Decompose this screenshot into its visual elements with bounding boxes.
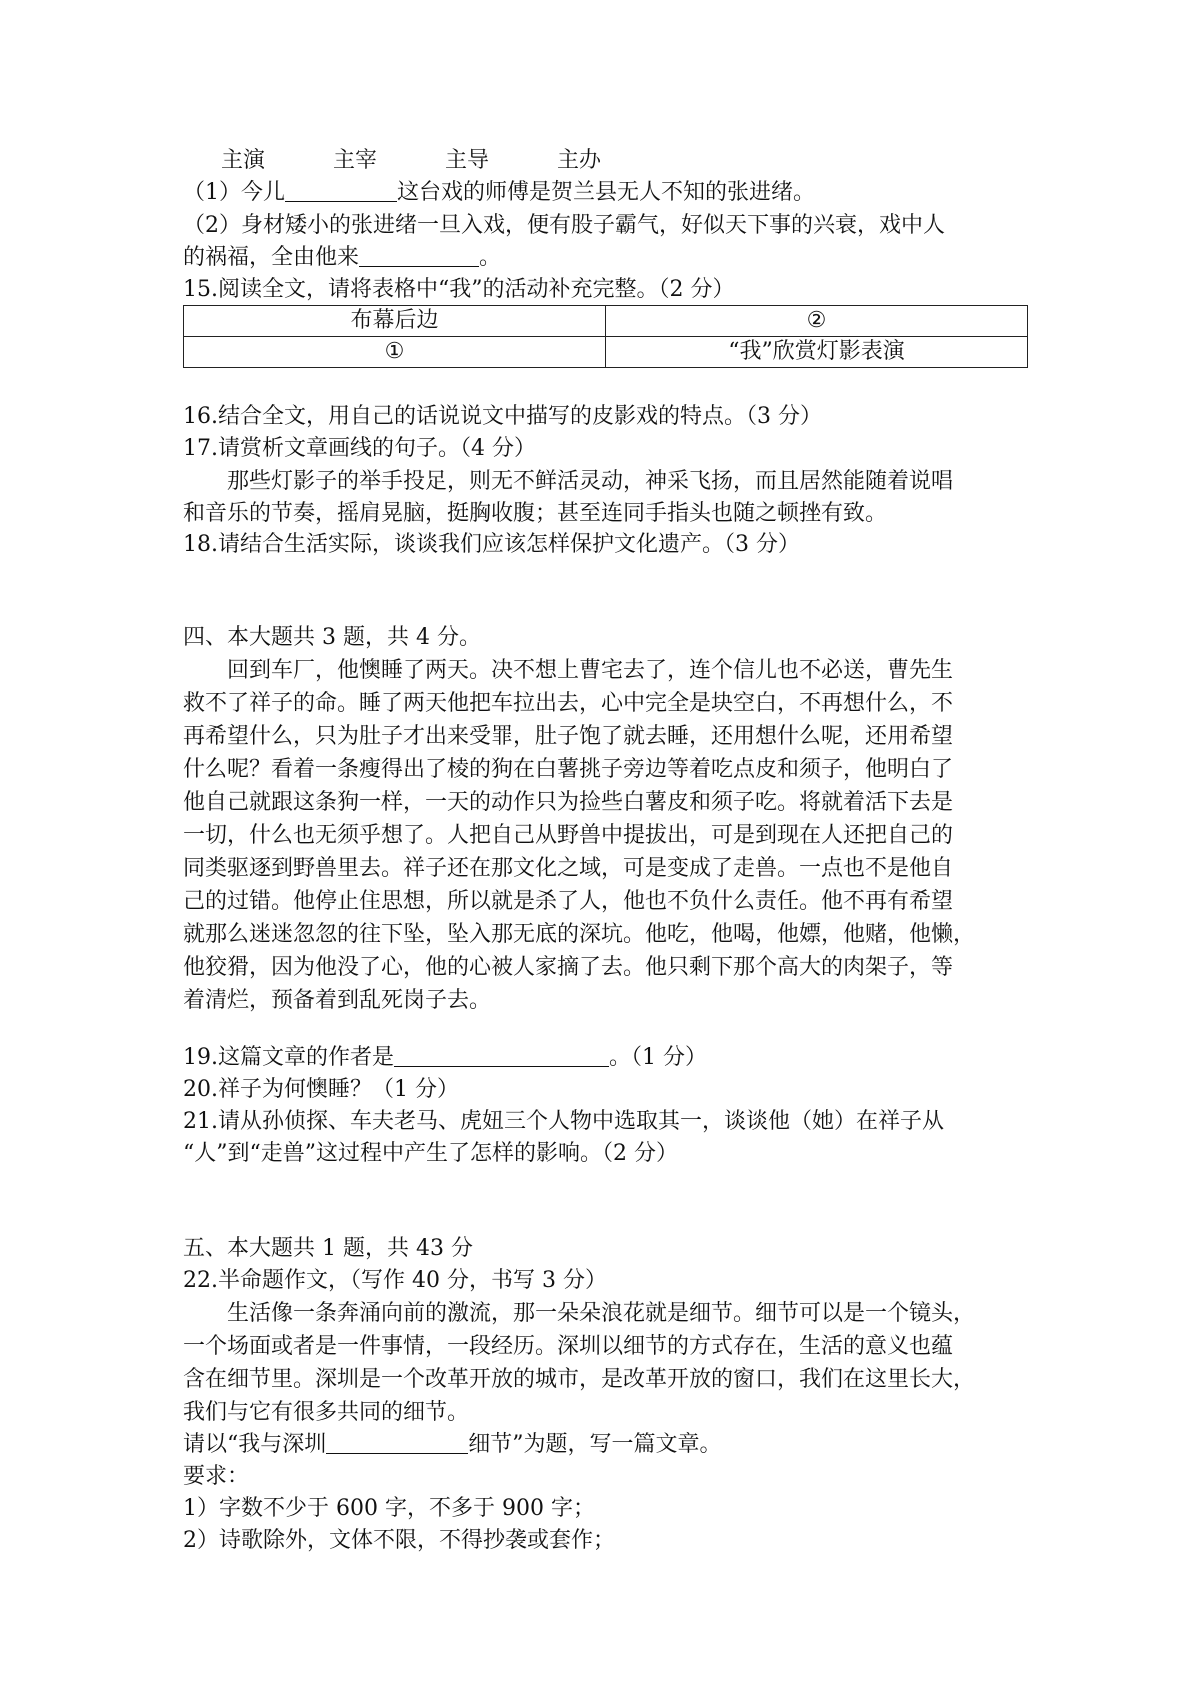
passage-line: 己的过错。他停止住思想，所以就是杀了人，他也不负什么责任。他不再有希望 xyxy=(183,889,954,914)
q16-prompt: 16.结合全文，用自己的话说说文中描写的皮影戏的特点。（3 分） xyxy=(183,404,822,429)
q17-prompt: 17.请赏析文章画线的句子。（4 分） xyxy=(183,436,536,461)
table-cell[interactable]: ① xyxy=(184,337,606,368)
section4-heading: 四、本大题共 3 题，共 4 分。 xyxy=(183,625,481,650)
q19-prompt: 19.这篇文章的作者是 。（1 分） xyxy=(183,1045,707,1070)
choice-word: 主办 xyxy=(557,148,602,173)
table-row xyxy=(184,306,1028,337)
q17-quote-line: 和音乐的节奏，摇肩晃脑，挺胸收腹；甚至连同手指头也随之顿挫有致。 xyxy=(183,501,888,526)
passage-line: 就那么迷迷忽忽的往下坠，坠入那无底的深坑。他吃，他喝，他嫖，他赌，他懒， xyxy=(183,922,976,947)
table-cell: “我”欣赏灯影表演 xyxy=(606,337,1028,368)
passage-line: 着清烂，预备着到乱死岗子去。 xyxy=(183,988,492,1013)
choice-word: 主演 xyxy=(221,148,266,173)
q14-item1: （1）今儿 这台戏的师傅是贺兰县无人不知的张进绪。 xyxy=(183,180,816,205)
answer-blank[interactable] xyxy=(285,181,397,202)
q14-item2-line2: 的祸福，全由他来 。 xyxy=(183,245,502,270)
passage-line: 什么呢？看着一条瘦得出了棱的狗在白薯挑子旁边等着吃点皮和须子，他明白了 xyxy=(183,757,954,782)
title-prompt: 请以“我与深圳 细节”为题，写一篇文章。 xyxy=(183,1432,722,1457)
passage-line: 再希望什么，只为肚子才出来受罪，肚子饱了就去睡，还用想什么呢，还用希望 xyxy=(183,724,954,749)
requirements-heading: 要求： xyxy=(183,1464,250,1489)
passage-line: 救不了祥子的命。睡了两天他把车拉出去，心中完全是块空白，不再想什么，不 xyxy=(183,691,954,716)
essay-line: 我们与它有很多共同的细节。 xyxy=(183,1400,470,1425)
table-row xyxy=(184,337,1028,368)
section5-heading: 五、本大题共 1 题，共 43 分 xyxy=(183,1236,473,1261)
passage-line: 他自己就跟这条狗一样，一天的动作只为捡些白薯皮和须子吃。将就着活下去是 xyxy=(183,790,954,815)
answer-blank[interactable] xyxy=(394,1046,609,1067)
table-cell[interactable]: ② xyxy=(606,306,1028,337)
requirement-item: 1）字数不少于 600 字，不多于 900 字； xyxy=(183,1496,595,1521)
essay-line: 一个场面或者是一件事情，一段经历。深圳以细节的方式存在，生活的意义也蕴 xyxy=(183,1334,954,1359)
q21-line: 21.请从孙侦探、车夫老马、虎妞三个人物中选取其一，谈谈他（她）在祥子从 xyxy=(183,1109,944,1134)
choice-word: 主宰 xyxy=(333,148,378,173)
passage-line: 同类驱逐到野兽里去。祥子还在那文化之域，可是变成了走兽。一点也不是他自 xyxy=(183,856,954,881)
q14-item2-line1: （2）身材矮小的张进绪一旦入戏，便有股子霸气，好似天下事的兴衰，戏中人 xyxy=(183,213,945,238)
activity-table xyxy=(183,305,1028,368)
table-cell: 布幕后边 xyxy=(184,306,606,337)
q17-quote-line: 那些灯影子的举手投足，则无不鲜活灵动，神采飞扬，而且居然能随着说唱 xyxy=(227,469,954,494)
q21-line: “人”到“走兽”这过程中产生了怎样的影响。（2 分） xyxy=(183,1141,678,1166)
q20-prompt: 20.祥子为何懊睡？（1 分） xyxy=(183,1077,459,1102)
answer-blank[interactable] xyxy=(326,1433,468,1454)
essay-line: 含在细节里。深圳是一个改革开放的城市，是改革开放的窗口，我们在这里长大， xyxy=(183,1367,976,1392)
requirement-item: 2）诗歌除外，文体不限，不得抄袭或套作； xyxy=(183,1528,615,1553)
q15-prompt: 15.阅读全文，请将表格中“我”的活动补充完整。（2 分） xyxy=(183,277,735,302)
essay-line: 生活像一条奔涌向前的激流，那一朵朵浪花就是细节。细节可以是一个镜头， xyxy=(227,1301,976,1326)
passage-line: 一切，什么也无须乎想了。人把自己从野兽中提拔出，可是到现在人还把自己的 xyxy=(183,823,954,848)
passage-line: 回到车厂，他懊睡了两天。决不想上曹宅去了，连个信儿也不必送，曹先生 xyxy=(227,658,954,683)
answer-blank[interactable] xyxy=(359,246,479,267)
q18-prompt: 18.请结合生活实际，谈谈我们应该怎样保护文化遗产。（3 分） xyxy=(183,532,800,557)
choice-word: 主导 xyxy=(445,148,490,173)
passage-line: 他狡猾，因为他没了心，他的心被人家摘了去。他只剩下那个高大的肉架子，等 xyxy=(183,955,954,980)
q22-prompt: 22.半命题作文，（写作 40 分，书写 3 分） xyxy=(183,1268,607,1293)
